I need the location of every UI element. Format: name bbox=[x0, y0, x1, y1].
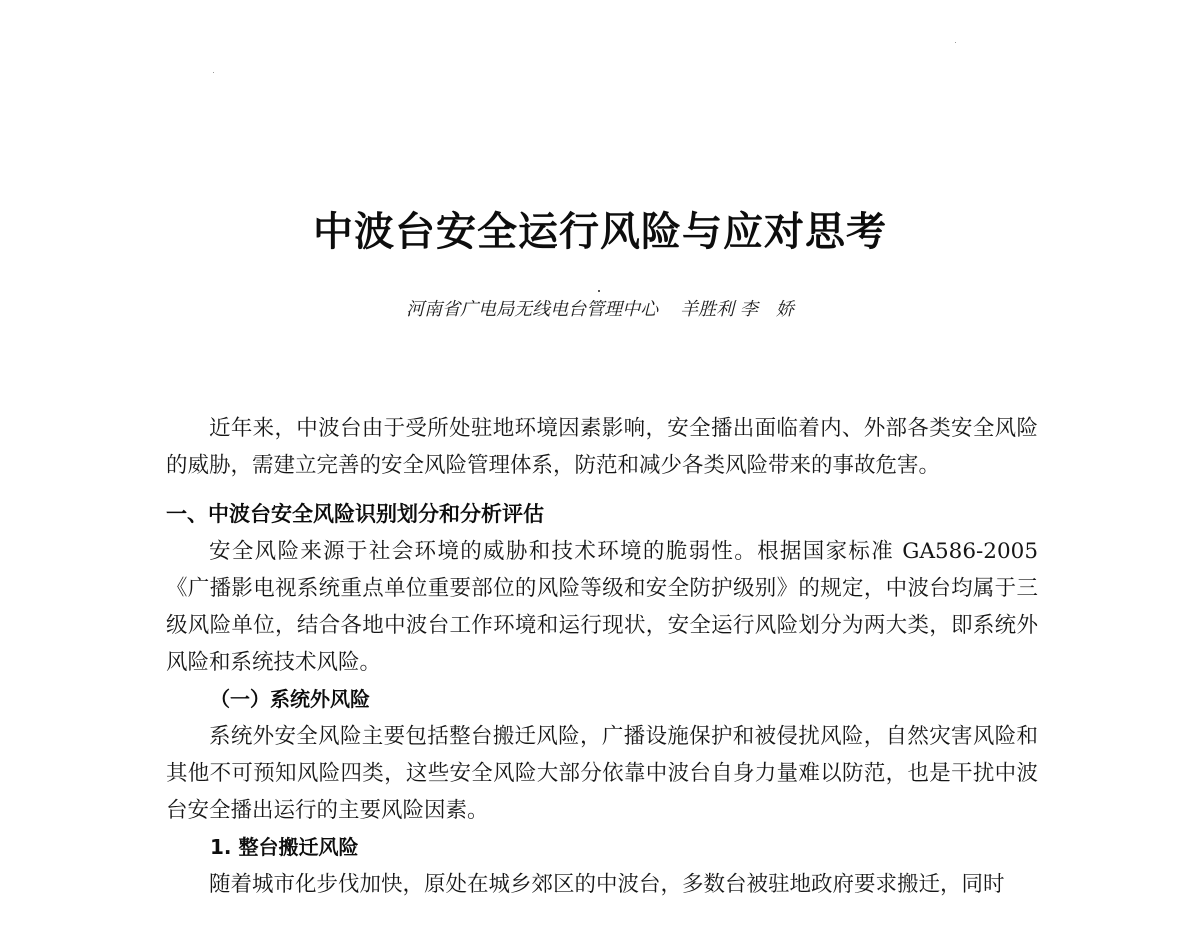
section-paragraph: 安全风险来源于社会环境的威胁和技术环境的脆弱性。根据国家标准 GA586-2005《广播影电视系统重点单位重要部位的风险等级和安全防护级别》的规定，中波台均属于三级风险单位，结合各地中波台工作环境和运行现状，安全运行风险划分为两大类，即系统外风险和系统技术风险。 bbox=[166, 539, 1038, 675]
intro-paragraph: 近年来，中波台由于受所处驻地环境因素影响，安全播出面临着内、外部各类安全风险的威胁，需建立完善的安全风险管理体系，防范和减少各类风险带来的事故危害。 bbox=[166, 416, 1038, 478]
article-title: 中波台安全运行风险与应对思考 bbox=[313, 209, 887, 255]
author-affiliation: 河南省广电局无线电台管理中心 bbox=[406, 299, 659, 320]
section-heading: 一、中波台安全风险识别划分和分析评估 bbox=[166, 502, 544, 526]
subsection-paragraph: 系统外安全风险主要包括整台搬迁风险，广播设施保护和被侵扰风险，自然灾害风险和其他不可预知风险四类，这些安全风险大部分依靠中波台自身力量难以防范，也是干扰中波台安全播出运行的主要风险因素。 bbox=[166, 724, 1038, 823]
article-body bbox=[166, 410, 1038, 903]
subsection-heading: （一）系统外风险 bbox=[210, 687, 370, 711]
item-paragraph: 随着城市化步伐加快，原处在城乡郊区的中波台，多数台被驻地政府要求搬迁，同时 bbox=[209, 872, 1005, 897]
scan-speck bbox=[598, 290, 600, 292]
item-heading: 1. 整台搬迁风险 bbox=[210, 835, 359, 859]
scan-speck bbox=[955, 42, 956, 43]
scan-speck bbox=[213, 72, 214, 73]
author-names: 羊胜利 李 娇 bbox=[680, 299, 794, 320]
byline bbox=[0, 296, 1200, 324]
